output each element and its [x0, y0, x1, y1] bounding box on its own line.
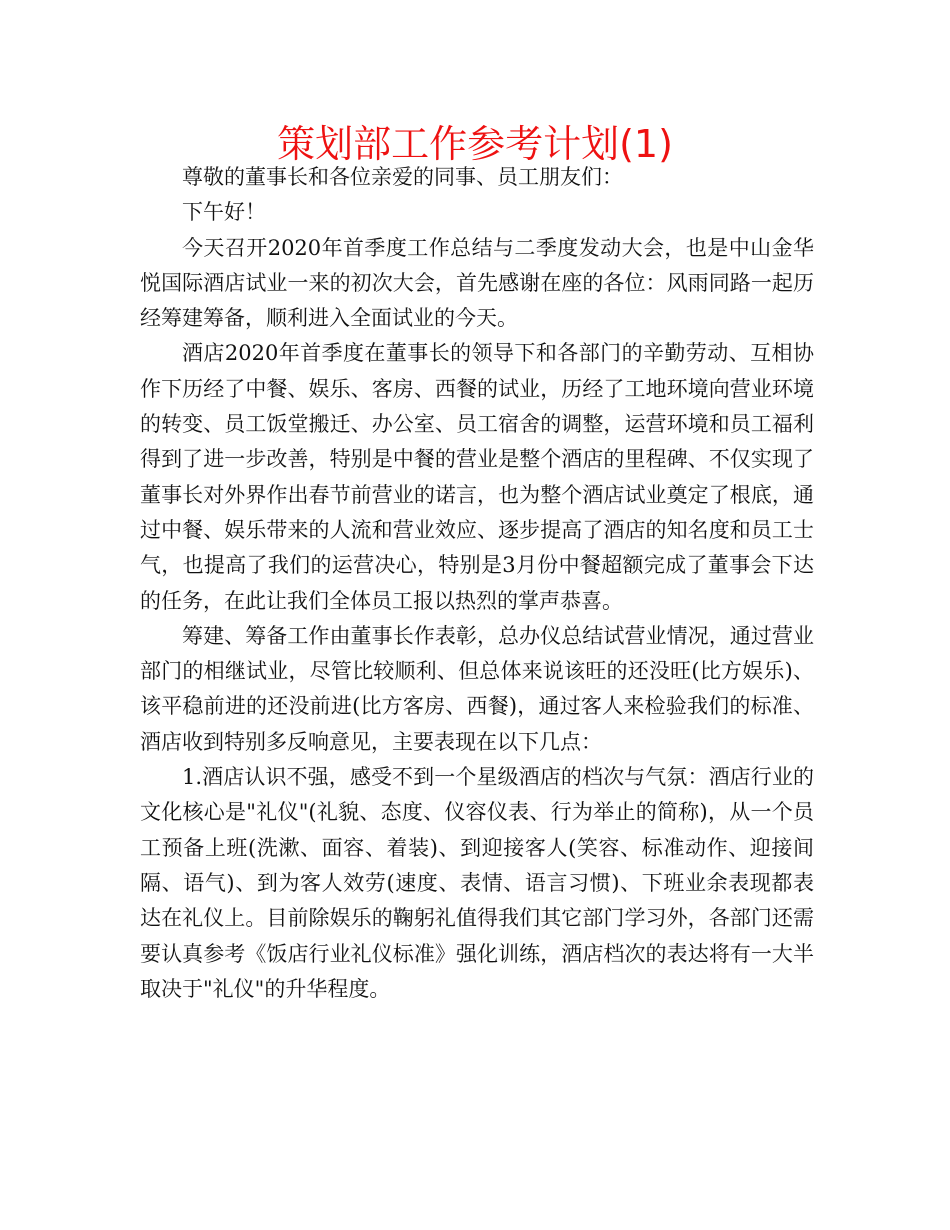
salutation-paragraph: 下午好！: [182, 200, 266, 225]
document-title: 策划部工作参考计划(1): [277, 122, 673, 166]
body-paragraph: 酒店2020年首季度在董事长的领导下和各部门的辛勤劳动、互相协作下历经了中餐、娱乐、客房、西餐的试业，历经了工地环境向营业环境的转变、员工饭堂搬迁、办公室、员工宿舍的调整，运营环境和员工福利得到了进一步改善，特别是中餐的营业是整个酒店的里程碑、不仅实现了董事长对外界作出春节前营业的诺言，也为整个酒店试业奠定了根底，通过中餐、娱乐带来的人流和营业效应、逐步提高了酒店的知名度和员工士气，也提高了我们的运营决心，特别是3月份中餐超额完成了董事会下达的任务，在此让我们全体员工报以热烈的掌声恭喜。: [140, 341, 814, 613]
document-body: [140, 160, 814, 1007]
body-paragraph: 筹建、筹备工作由董事长作表彰，总办仪总结试营业情况，通过营业部门的相继试业，尽管比较顺利、但总体来说该旺的还没旺(比方娱乐)、该平稳前进的还没前进(比方客房、西餐)，通过客人来检验我们的标准、酒店收到特别多反响意见，主要表现在以下几点：: [140, 623, 814, 754]
list-item-paragraph: 1.酒店认识不强，感受不到一个星级酒店的档次与气氛：酒店行业的文化核心是"礼仪"(礼貌、态度、仪容仪表、行为举止的简称)，从一个员工预备上班(洗漱、面容、着装)、到迎接客人(笑容、标准动作、迎接间隔、语气)、到为客人效劳(速度、表情、语言习惯)、下班业余表现都表达在礼仪上。目前除娱乐的鞠躬礼值得我们其它部门学习外，各部门还需要认真参考《饭店行业礼仪标准》强化训练，酒店档次的表达将有一大半取决于"礼仪"的升华程度。: [140, 765, 814, 1001]
body-paragraph: 今天召开2020年首季度工作总结与二季度发动大会，也是中山金华悦国际酒店试业一来的初次大会，首先感谢在座的各位：风雨同路一起历经筹建筹备，顺利进入全面试业的今天。: [140, 235, 814, 331]
greeting-paragraph: 尊敬的董事长和各位亲爱的同事、员工朋友们：: [182, 165, 623, 189]
